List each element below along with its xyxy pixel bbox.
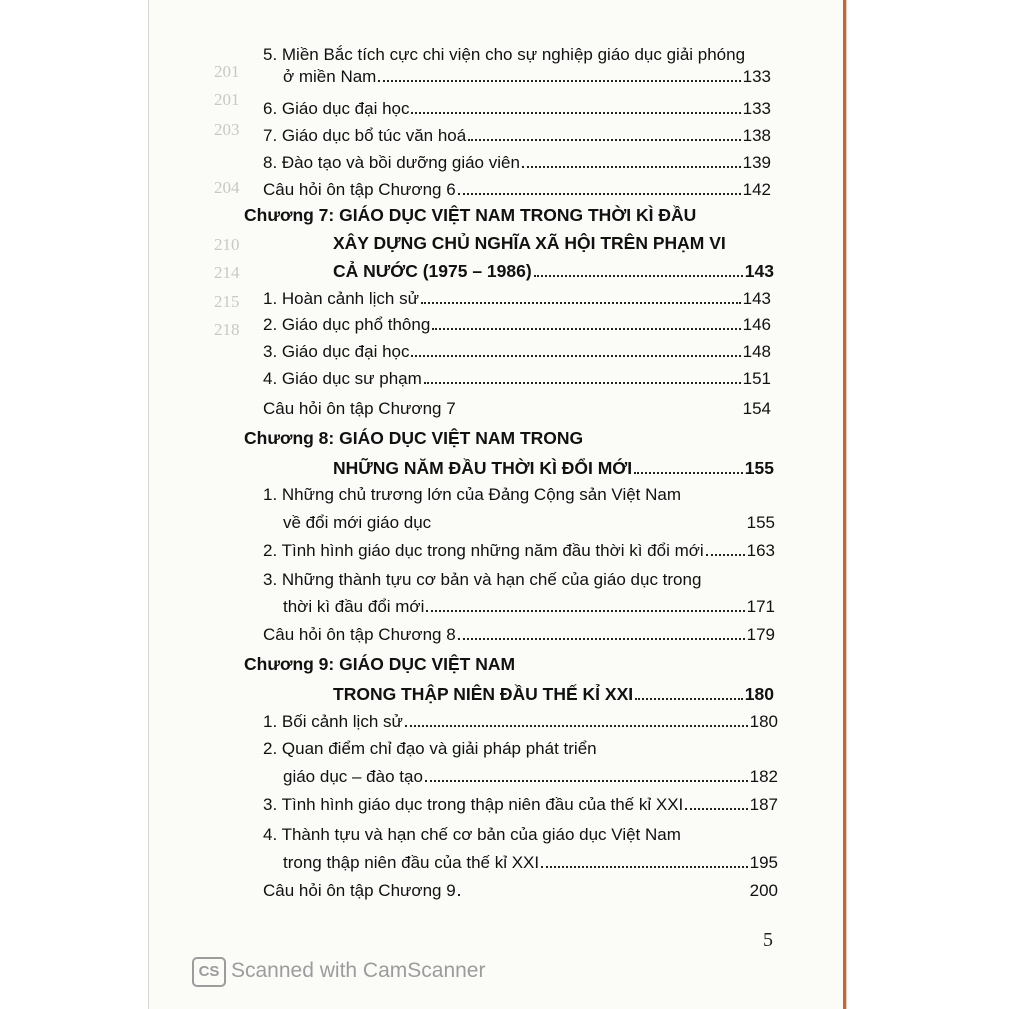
dot-leader <box>458 894 460 896</box>
toc-entry <box>263 540 775 562</box>
toc-page-number: 151 <box>742 369 771 388</box>
toc-entry-title: 2. Tình hình giáo dục trong những năm đầu thời kì đổi mới <box>263 541 704 560</box>
chapter-title-line: Chương 8: GIÁO DỤC VIỆT NAM TRONG <box>244 428 584 448</box>
page-edge-shadow <box>846 0 847 1009</box>
dot-leader <box>411 112 740 114</box>
toc-entry <box>263 794 778 816</box>
dot-leader <box>458 193 741 195</box>
toc-entry-title: Câu hỏi ôn tập Chương 9 <box>263 881 456 900</box>
page-number: 5 <box>763 929 773 951</box>
toc-entry-title: 3. Tình hình giáo dục trong thập niên đầu của thế kỉ XXI <box>263 795 684 814</box>
toc-entry-title: trong thập niên đầu của thế kỉ XXI <box>283 853 540 872</box>
dot-leader <box>541 866 748 868</box>
toc-entry-line: 4. Thành tựu và hạn chế cơ bản của giáo dục Việt Nam <box>263 825 681 844</box>
dot-leader <box>706 554 745 556</box>
toc-entry <box>263 624 775 646</box>
toc-entry-title: 3. Giáo dục đại học <box>263 342 410 361</box>
bleed-number: 201 <box>214 62 240 81</box>
toc-entry-title: 4. Giáo dục sư phạm <box>263 369 422 388</box>
toc-entry-row <box>263 766 778 788</box>
toc-entry-title: TRONG THẬP NIÊN ĐẦU THẾ KỈ XXI <box>333 684 634 704</box>
scanner-watermark: Scanned with CamScanner <box>231 959 486 982</box>
toc-page-number: 180 <box>749 712 778 731</box>
toc-entry <box>263 569 775 618</box>
toc-entry-row <box>263 852 778 874</box>
toc-entry <box>263 824 778 874</box>
toc-entry-row <box>244 260 774 282</box>
toc-page-number: 133 <box>742 67 771 86</box>
chapter-title-line: XÂY DỰNG CHỦ NGHĨA XÃ HỘI TRÊN PHẠM VI <box>333 233 726 253</box>
toc-entry-title: Câu hỏi ôn tập Chương 7 <box>263 399 456 418</box>
toc-page-number: 187 <box>749 795 778 814</box>
toc-entry-title: 8. Đào tạo và bồi dưỡng giáo viên <box>263 153 520 172</box>
toc-entry <box>263 314 771 336</box>
dot-leader <box>426 610 744 612</box>
toc-page-number: 154 <box>742 399 771 418</box>
toc-page-number: 195 <box>749 853 778 872</box>
toc-entry-title: 6. Giáo dục đại học <box>263 99 410 118</box>
toc-page-number: 138 <box>742 126 771 145</box>
toc-entry-row <box>263 596 775 618</box>
toc-entry-line: 5. Miền Bắc tích cực chi viện cho sự nghiệp giáo dục giải phóng <box>263 45 746 64</box>
toc-page-number: 139 <box>742 153 771 172</box>
toc-entry <box>263 152 771 174</box>
toc-entry <box>263 484 775 534</box>
toc-entry-title: Câu hỏi ôn tập Chương 6 <box>263 180 456 199</box>
bleed-number: 204 <box>214 178 240 197</box>
toc-page-number: 179 <box>746 625 775 644</box>
toc-page-number: 133 <box>742 99 771 118</box>
toc-entry <box>263 125 771 147</box>
dot-leader <box>421 302 741 304</box>
chapter-title-line: Chương 7: GIÁO DỤC VIỆT NAM TRONG THỜI KÌ ĐẦU <box>244 205 697 225</box>
toc-entry <box>263 368 771 390</box>
bleed-number: 203 <box>214 120 240 139</box>
dot-leader <box>635 698 743 700</box>
dot-leader <box>433 526 744 528</box>
toc-entry <box>263 738 778 788</box>
toc-entry-title: thời kì đầu đổi mới <box>283 597 425 616</box>
toc-entry-title: 1. Hoàn cảnh lịch sử <box>263 289 419 308</box>
toc-page-number: 148 <box>742 342 771 361</box>
dot-leader <box>405 725 748 727</box>
toc-entry-row <box>263 66 771 88</box>
toc-entry <box>263 711 778 733</box>
toc-entry-row <box>263 512 775 534</box>
toc-entry-title: ở miền Nam <box>283 67 377 86</box>
dot-leader <box>458 412 741 414</box>
toc-entry <box>263 288 771 310</box>
toc-entry-title: 2. Giáo dục phổ thông <box>263 315 431 334</box>
toc-page-number: 180 <box>744 684 774 704</box>
toc-chapter-heading <box>244 653 774 705</box>
toc-page-number: 155 <box>746 513 775 532</box>
toc-entry-row <box>244 457 774 479</box>
camscanner-logo-icon: CS <box>192 957 226 987</box>
toc-page-number: 200 <box>749 881 778 900</box>
dot-leader <box>685 808 747 810</box>
toc-page-number: 171 <box>746 597 775 616</box>
toc-entry-line: 1. Những chủ trương lớn của Đảng Cộng sản Việt Nam <box>263 485 682 504</box>
toc-entry-title: NHỮNG NĂM ĐẦU THỜI KÌ ĐỔI MỚI <box>333 458 633 478</box>
toc-page-number: 155 <box>744 458 774 478</box>
toc-entry-title: về đổi mới giáo dục <box>283 513 432 532</box>
dot-leader <box>432 328 740 330</box>
toc-entry-title: 1. Bối cảnh lịch sử <box>263 712 403 731</box>
dot-leader <box>425 780 748 782</box>
dot-leader <box>468 139 740 141</box>
dot-leader <box>411 355 740 357</box>
toc-entry-title: CẢ NƯỚC (1975 – 1986) <box>333 261 532 281</box>
dot-leader <box>522 166 741 168</box>
chapter-title-line: Chương 9: GIÁO DỤC VIỆT NAM <box>244 654 516 674</box>
toc-entry <box>263 44 771 88</box>
toc-page-number: 146 <box>742 315 771 334</box>
dot-leader <box>534 275 743 277</box>
dot-leader <box>634 472 743 474</box>
toc-page-number: 143 <box>742 289 771 308</box>
toc-page-number: 182 <box>749 767 778 786</box>
toc-entry-title: giáo dục – đào tạo <box>283 767 423 786</box>
toc-entry <box>263 880 778 902</box>
toc-chapter-heading <box>244 204 774 282</box>
bleed-number: 218 <box>214 320 240 339</box>
toc-entry <box>263 98 771 120</box>
toc-entry-line: 3. Những thành tựu cơ bản và hạn chế của giáo dục trong <box>263 570 702 589</box>
bleed-number: 215 <box>214 292 240 311</box>
toc-entry-line: 2. Quan điểm chỉ đạo và giải pháp phát triển <box>263 739 597 758</box>
bleed-number: 214 <box>214 263 240 282</box>
toc-entry <box>263 398 771 420</box>
toc-entry-title: 7. Giáo dục bổ túc văn hoá <box>263 126 467 145</box>
toc-entry <box>263 179 771 201</box>
bleed-number: 210 <box>214 235 240 254</box>
dot-leader <box>378 80 740 82</box>
toc-page-number: 143 <box>744 261 774 281</box>
dot-leader <box>458 638 745 640</box>
toc-chapter-heading <box>244 427 774 479</box>
toc-entry-row <box>244 683 774 705</box>
dot-leader <box>424 382 741 384</box>
toc-page-number: 163 <box>746 541 775 560</box>
toc-entry-title: Câu hỏi ôn tập Chương 8 <box>263 625 456 644</box>
toc-entry <box>263 341 771 363</box>
toc-page-number: 142 <box>742 180 771 199</box>
bleed-number: 201 <box>214 90 240 109</box>
